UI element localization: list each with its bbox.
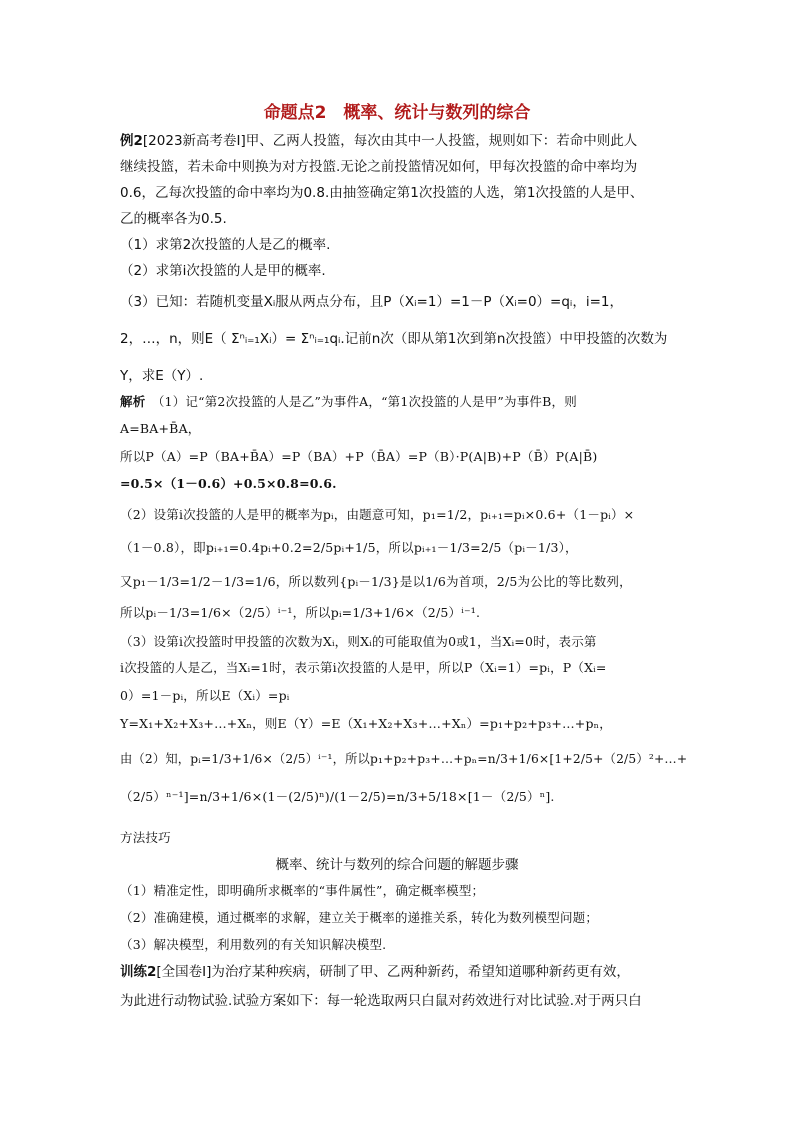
example-label: 例2	[120, 133, 143, 149]
example-text-1: [2023新高考卷Ⅰ]甲、乙两人投篮，每次由其中一人投篮，规则如下：若命中则此人	[142, 133, 638, 149]
method-step-2: （2）准确建模，通过概率的求解，建立关于概率的递推关系，转化为数列模型问题；	[120, 910, 599, 925]
solution-line-14: （2/5）ⁿ⁻¹]=n/3+1/6×(1－(2/5)ⁿ)/(1－2/5)=n/3+5/18×[1－（2/5）ⁿ].	[120, 789, 555, 804]
solution-line-3: 所以P（A）=P（BA+B̄A）=P（BA）+P（B̄A）=P（B）·P(A|B)+P（B̄）P(A|B̄)	[120, 449, 598, 464]
solution-text-1: （1）记“第2次投篮的人是乙”为事件A，“第1次投篮的人是甲”为事件B，则	[158, 394, 577, 409]
solution-line-5: （2）设第i次投篮的人是甲的概率为pᵢ，由题意可知，p₁=1/2，pᵢ₊₁=pᵢ×0.6+（1－pᵢ）×	[120, 507, 635, 522]
solution-line-12: Y=X₁+X₂+X₃+…+Xₙ，则E（Y）=E（X₁+X₂+X₃+…+Xₙ）=p₁+p₂+p₃+…+pₙ，	[120, 716, 612, 731]
method-subtitle: 概率、统计与数列的综合问题的解题步骤	[275, 857, 519, 873]
method-step-1: （1）精准定性，即明确所求概率的“事件属性”，确定概率模型；	[120, 883, 485, 898]
solution-line-13: 由（2）知，pᵢ=1/3+1/6×（2/5）ⁱ⁻¹，所以p₁+p₂+p₃+…+pₙ=n/3+1/6×[1+2/5+（2/5）²+…+	[120, 752, 688, 766]
example-line-2: 继续投篮，若未命中则换为对方投篮.无论之前投篮情况如何，甲每次投篮的命中率均为	[120, 159, 638, 175]
training-line-2: 为此进行动物试验.试验方案如下：每一轮选取两只白鼠对药效进行对比试验.对于两只白	[120, 993, 642, 1009]
question-3-line-2: 2，…，n，则E（ Σⁿᵢ₌₁Xᵢ）= Σⁿᵢ₌₁qᵢ.记前n次（即从第1次到第n次投篮）中甲投篮的次数为	[120, 331, 668, 347]
solution-label: 解析	[120, 394, 146, 409]
question-3-line-1: （3）已知：若随机变量Xᵢ服从两点分布，且P（Xᵢ=1）=1－P（Xᵢ=0）=qᵢ，i=1，	[120, 294, 623, 310]
method-step-3: （3）解决模型，利用数列的有关知识解决模型.	[120, 937, 387, 952]
section-title: 命题点2 概率、统计与数列的综合	[263, 103, 531, 123]
solution-line-11: 0）=1－pᵢ，所以E（Xᵢ）=pᵢ	[120, 688, 290, 703]
solution-line-9: （3）设第i次投篮时甲投篮的次数为Xᵢ，则Xᵢ的可能取值为0或1，当Xᵢ=0时，表示第	[120, 634, 597, 649]
solution-line-2: A=BA+B̄A，	[120, 421, 201, 436]
example-line-4: 乙的概率各为0.5.	[120, 211, 227, 227]
example-line-3: 0.6，乙每次投篮的命中率均为0.8.由抽签确定第1次投篮的人选，第1次投篮的人是甲、	[120, 185, 644, 201]
solution-line-8: 所以pᵢ－1/3=1/6×（2/5）ⁱ⁻¹，所以pᵢ=1/3+1/6×（2/5）ⁱ⁻¹.	[120, 605, 481, 620]
training-label: 训练2	[120, 964, 157, 980]
training-line-1	[120, 962, 680, 982]
solution-line-10: i次投篮的人是乙，当Xᵢ=1时，表示第i次投篮的人是甲，所以P（Xᵢ=1）=pᵢ，P（Xᵢ=	[120, 660, 607, 675]
question-1: （1）求第2次投篮的人是乙的概率.	[120, 237, 331, 253]
solution-line-7: 又p₁－1/3=1/2－1/3=1/6，所以数列{pᵢ－1/3}是以1/6为首项，2/5为公比的等比数列，	[120, 574, 632, 589]
question-2: （2）求第i次投篮的人是甲的概率.	[120, 263, 326, 279]
solution-line-6: （1－0.8），即pᵢ₊₁=0.4pᵢ+0.2=2/5pᵢ+1/5，所以pᵢ₊₁－1/3=2/5（pᵢ－1/3），	[120, 540, 578, 555]
example-line-1	[120, 131, 680, 151]
method-heading: 方法技巧	[120, 830, 171, 845]
question-3-line-3: Y，求E（Y）.	[120, 368, 204, 384]
solution-line-4: =0.5×（1－0.6）+0.5×0.8=0.6.	[120, 476, 337, 491]
solution-line-1	[120, 392, 680, 412]
training-text-1: [全国卷Ⅰ]为治疗某种疾病，研制了甲、乙两种新药，希望知道哪种新药更有效，	[156, 964, 630, 980]
